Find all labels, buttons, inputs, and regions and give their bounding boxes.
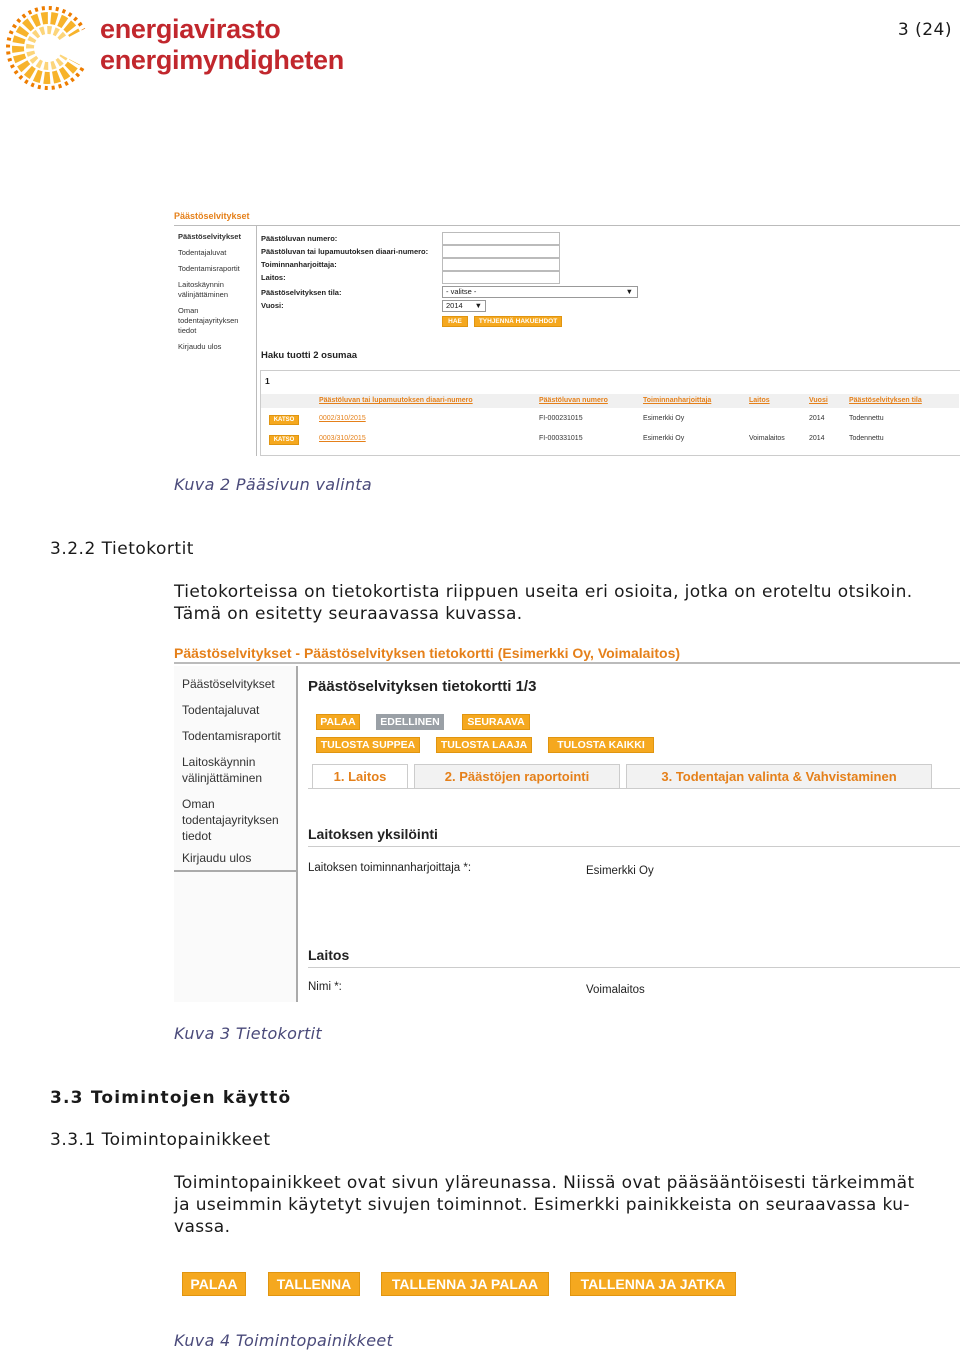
previous-button[interactable]: EDELLINEN xyxy=(376,714,444,730)
paragraph-line: vassa. xyxy=(174,1217,231,1237)
tab-plant[interactable]: 1. Laitos xyxy=(312,764,408,788)
year-select[interactable] xyxy=(442,300,486,312)
sidebar-item-site-visit-line1[interactable]: Laitoskäynnin xyxy=(182,755,256,769)
brand-line-1: energiavirasto xyxy=(100,14,281,44)
col-permit[interactable]: Päästöluvan numero xyxy=(539,397,608,404)
label-permit-number: Päästöluvan numero: xyxy=(261,234,338,243)
paragraph xyxy=(174,1172,960,1238)
label-operator: Toiminnanharjoittaja: xyxy=(261,260,337,269)
sidebar-item-own-company-line3[interactable]: tiedot xyxy=(178,326,197,335)
pagination-page[interactable]: 1 xyxy=(265,376,270,386)
paragraph xyxy=(174,581,960,625)
label-status: Päästöselvityksen tila: xyxy=(261,288,342,297)
field-value: Esimerkki Oy xyxy=(586,865,654,877)
col-plant[interactable]: Laitos xyxy=(749,397,770,404)
year-select-value: 2014 xyxy=(446,301,463,310)
paragraph-line: Tietokorteissa on tietokortista riippuen useita eri osioita, jotka on eroteltu otsikoin. xyxy=(174,582,913,602)
sidebar-item-logout[interactable]: Kirjaudu ulos xyxy=(182,851,252,865)
save-and-back-button[interactable]: TALLENNA JA PALAA xyxy=(381,1272,549,1296)
table-row xyxy=(261,431,959,449)
cell-diaari[interactable]: 0003/310/2015 xyxy=(319,435,366,442)
figure-caption: Kuva 4 Toimintopainikkeet xyxy=(174,1331,394,1350)
figure-main-page-screenshot xyxy=(174,208,960,456)
sidebar-item-verifier-licences[interactable]: Todentajaluvat xyxy=(178,248,227,257)
clear-search-button[interactable]: TYHJENNÄ HAKUEHDOT xyxy=(474,316,562,327)
sidebar xyxy=(174,666,298,1002)
label-plant: Laitos: xyxy=(261,273,286,282)
tab-emission-reporting[interactable]: 2. Päästöjen raportointi xyxy=(414,764,620,788)
dropdown-arrow-icon: ▼ xyxy=(625,287,633,296)
sidebar-divider xyxy=(174,870,296,872)
figure-info-card-screenshot xyxy=(174,640,960,1002)
sidebar-item-site-visit-line1[interactable]: Laitoskäynnin xyxy=(178,280,224,289)
section-divider xyxy=(308,967,960,968)
status-select[interactable] xyxy=(442,286,638,298)
screenshot-title: Päästöselvitykset - Päästöselvityksen tietokortti (Esimerkki Oy, Voimalaitos) xyxy=(174,645,681,661)
print-all-button[interactable]: TULOSTA KAIKKI xyxy=(548,737,654,753)
view-button[interactable]: KATSO xyxy=(269,435,299,445)
sidebar-item-verification-reports[interactable]: Todentamisraportit xyxy=(178,264,240,273)
cell-operator: Esimerkki Oy xyxy=(643,435,685,442)
table-header xyxy=(261,394,959,408)
print-brief-button[interactable]: TULOSTA SUPPEA xyxy=(316,737,420,753)
cell-permit: FI-000231015 xyxy=(539,415,583,422)
cell-permit: FI-000331015 xyxy=(539,435,583,442)
sidebar-item-verification-reports[interactable]: Todentamisraportit xyxy=(182,729,281,743)
divider xyxy=(174,225,960,226)
section-title: Laitoksen yksilöinti xyxy=(308,826,438,842)
save-button[interactable]: TALLENNA xyxy=(268,1272,360,1296)
cell-year: 2014 xyxy=(809,415,825,422)
brand-name xyxy=(100,14,344,76)
cell-plant: Voimalaitos xyxy=(749,435,785,442)
page-number: 3 (24) xyxy=(897,20,952,40)
field-value: Voimalaitos xyxy=(586,984,645,996)
sidebar-item-own-company-line2[interactable]: todentajayrityksen xyxy=(182,813,279,827)
col-year[interactable]: Vuosi xyxy=(809,397,828,404)
col-diaari[interactable]: Päästöluvan tai lupamuutoksen diaari-numero xyxy=(319,397,473,404)
section-heading: 3.3 Toimintojen käyttö xyxy=(50,1088,292,1108)
logo-sun-icon xyxy=(6,6,90,90)
figure-caption: Kuva 2 Pääsivun valinta xyxy=(174,475,372,494)
back-button[interactable]: PALAA xyxy=(316,714,360,730)
tab-divider xyxy=(308,788,960,789)
cell-status: Todennettu xyxy=(849,415,884,422)
col-status[interactable]: Päästöselvityksen tila xyxy=(849,397,922,404)
paragraph-line: Tämä on esitetty seuraavassa kuvassa. xyxy=(174,604,523,624)
sidebar-item-own-company-line3[interactable]: tiedot xyxy=(182,829,212,843)
result-count: Haku tuotti 2 osumaa xyxy=(261,350,358,361)
figure-caption: Kuva 3 Tietokortit xyxy=(174,1024,322,1043)
subsection-heading: 3.3.1 Toimintopainikkeet xyxy=(50,1130,271,1150)
paragraph-line: ja useimmin käytetyt sivujen toiminnot. Esimerkki painikkeista on seuraavassa ku- xyxy=(174,1195,910,1215)
sidebar-item-site-visit-line2[interactable]: välinjättäminen xyxy=(178,290,229,299)
diaari-number-input[interactable] xyxy=(442,245,560,258)
sidebar-item-emission-reports[interactable]: Päästöselvitykset xyxy=(182,677,275,691)
status-select-value: - valitse - xyxy=(446,287,477,296)
screenshot-title: Päästöselvitykset xyxy=(174,211,250,221)
section-divider xyxy=(308,846,960,847)
field-label: Laitoksen toiminnanharjoittaja *: xyxy=(308,862,472,874)
cell-operator: Esimerkki Oy xyxy=(643,415,685,422)
sidebar-item-logout[interactable]: Kirjaudu ulos xyxy=(178,342,222,351)
paragraph-line: Toimintopainikkeet ovat sivun yläreunassa. Niissä ovat pääsääntöisesti tärkeimmät xyxy=(174,1173,915,1193)
sidebar-item-own-company-line2[interactable]: todentajayrityksen xyxy=(178,316,239,325)
cell-status: Todennettu xyxy=(849,435,884,442)
field-label: Nimi *: xyxy=(308,981,342,993)
next-button[interactable]: SEURAAVA xyxy=(462,714,530,730)
results-table xyxy=(260,370,960,456)
brand-line-2: energimyndigheten xyxy=(100,45,344,75)
view-button[interactable]: KATSO xyxy=(269,415,299,425)
divider xyxy=(174,662,960,664)
card-title: Päästöselvityksen tietokortti 1/3 xyxy=(308,678,537,695)
label-year: Vuosi: xyxy=(261,301,284,310)
save-and-continue-button[interactable]: TALLENNA JA JATKA xyxy=(570,1272,736,1296)
section-heading: 3.2.2 Tietokortit xyxy=(50,539,194,559)
label-diaari-number: Päästöluvan tai lupamuutoksen diaari-numero: xyxy=(261,247,429,256)
dropdown-arrow-icon: ▼ xyxy=(474,301,482,310)
search-button[interactable]: HAE xyxy=(442,316,468,327)
cell-diaari[interactable]: 0002/310/2015 xyxy=(319,415,366,422)
table-row xyxy=(261,411,959,429)
section-title: Laitos xyxy=(308,947,350,963)
plant-input[interactable] xyxy=(442,271,560,284)
permit-number-input[interactable] xyxy=(442,232,560,245)
sidebar-item-own-company-line1[interactable]: Oman xyxy=(178,306,199,315)
operator-input[interactable] xyxy=(442,258,560,271)
cell-year: 2014 xyxy=(809,435,825,442)
col-operator[interactable]: Toiminnanharjoittaja xyxy=(643,397,712,404)
sidebar xyxy=(174,226,257,456)
back-button[interactable]: PALAA xyxy=(182,1272,246,1296)
sidebar-item-emission-reports[interactable]: Päästöselvitykset xyxy=(178,232,241,241)
sidebar-item-verifier-licences[interactable]: Todentajaluvat xyxy=(182,703,260,717)
tab-verifier-selection[interactable]: 3. Todentajan valinta & Vahvistaminen xyxy=(626,764,932,788)
print-full-button[interactable]: TULOSTA LAAJA xyxy=(436,737,532,753)
sidebar-item-own-company-line1[interactable]: Oman xyxy=(182,797,215,811)
sidebar-item-site-visit-line2[interactable]: välinjättäminen xyxy=(182,771,263,785)
